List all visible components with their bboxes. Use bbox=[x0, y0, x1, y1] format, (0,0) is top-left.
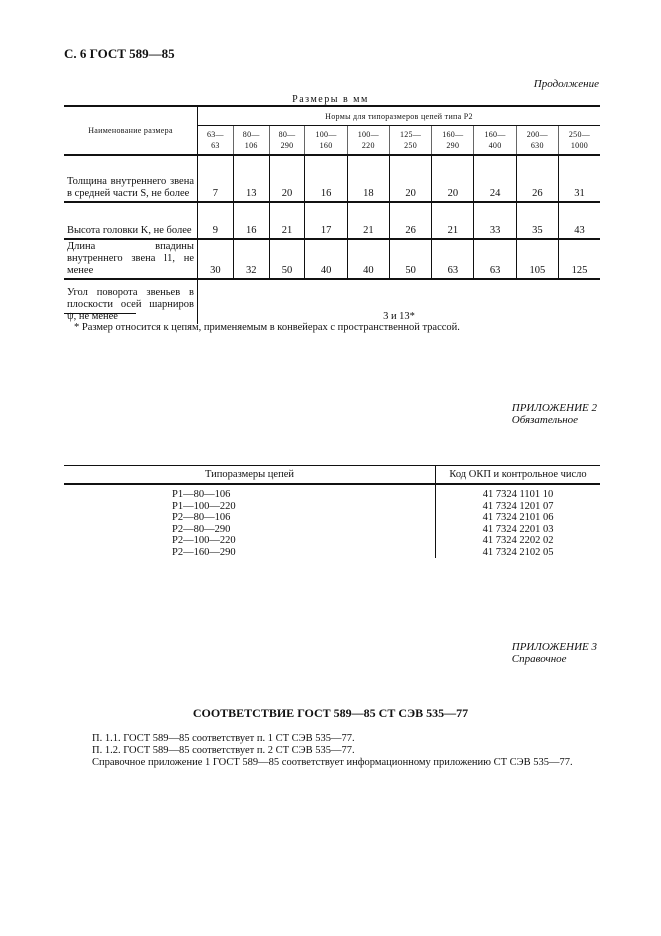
table-row bbox=[64, 155, 600, 202]
size-column-header bbox=[347, 126, 389, 156]
chain-size: Р2—100—220 bbox=[64, 535, 436, 547]
size-to: 290 bbox=[280, 141, 294, 150]
cell-value: 33 bbox=[474, 202, 516, 239]
table-row bbox=[64, 547, 600, 559]
size-to: 400 bbox=[488, 141, 502, 150]
size-to: 630 bbox=[530, 141, 544, 150]
table-row bbox=[64, 239, 600, 279]
size-from: 100— bbox=[315, 130, 337, 139]
table-row bbox=[64, 535, 600, 547]
section-title: СООТВЕТСТВИЕ ГОСТ 589—85 СТ СЭВ 535—77 bbox=[192, 706, 469, 720]
page-header: С. 6 ГОСТ 589—85 bbox=[64, 46, 175, 61]
cell-value: 3 и 13* bbox=[383, 311, 415, 322]
cell-value: 35 bbox=[516, 202, 558, 239]
table-row bbox=[64, 484, 600, 501]
cell-value: 16 bbox=[305, 155, 347, 202]
continuation-label: Продолжение bbox=[533, 78, 599, 90]
size-column-header bbox=[389, 126, 431, 156]
size-to: 250 bbox=[404, 141, 418, 150]
size-column-header bbox=[198, 126, 234, 156]
cell-value: 30 bbox=[198, 239, 234, 279]
size-from: 200— bbox=[526, 130, 548, 139]
cell-value: 43 bbox=[574, 225, 585, 236]
size-from: 160— bbox=[442, 130, 464, 139]
size-column-header bbox=[233, 126, 269, 156]
cell-value: 20 bbox=[432, 155, 474, 202]
okp-codes-table bbox=[64, 465, 600, 558]
size-from: 63— bbox=[206, 130, 224, 139]
okp-code: 41 7324 2202 02 bbox=[482, 535, 554, 546]
chain-size: Р2—160—290 bbox=[64, 547, 436, 559]
cell-value: 16 bbox=[233, 202, 269, 239]
table-row bbox=[64, 501, 600, 513]
size-from: 125— bbox=[399, 130, 422, 139]
size-to: 160 bbox=[319, 141, 333, 150]
table-row bbox=[64, 202, 600, 239]
size-to: 220 bbox=[361, 141, 375, 150]
name-header: Наименование размера bbox=[64, 106, 198, 155]
okp-code: 41 7324 2101 06 bbox=[482, 512, 554, 523]
size-from: 250— bbox=[568, 130, 591, 139]
cell-value: 105 bbox=[516, 239, 558, 279]
footnote: * Размер относится к цепям, применяемым в конвейерах с пространственной трассой. bbox=[74, 322, 460, 333]
appendix-3-heading bbox=[512, 641, 597, 665]
cell-value: 50 bbox=[269, 239, 305, 279]
cell-value: 20 bbox=[389, 155, 431, 202]
chain-size: Р2—80—106 bbox=[64, 512, 436, 524]
size-from: 80— bbox=[242, 130, 260, 139]
size-from: 80— bbox=[278, 130, 296, 139]
units-caption: Размеры в мм bbox=[292, 94, 369, 105]
okp-code: 41 7324 2201 03 bbox=[482, 523, 554, 535]
cell-value: 21 bbox=[432, 202, 474, 239]
chain-size: Р2—80—290 bbox=[64, 524, 436, 536]
okp-code: 41 7324 1101 10 bbox=[482, 489, 554, 500]
appendix-2-heading bbox=[512, 402, 597, 426]
size-from: 160— bbox=[484, 130, 506, 139]
size-from: 100— bbox=[357, 130, 379, 139]
cell-value: 26 bbox=[389, 202, 431, 239]
appendix-3-status: Справочное bbox=[511, 653, 567, 665]
size-to: 290 bbox=[446, 141, 460, 150]
cell-value: 63 bbox=[474, 239, 516, 279]
paragraph: Справочное приложение 1 ГОСТ 589—85 соответствует информационному приложению СТ СЭВ 535—77. bbox=[92, 757, 573, 768]
sizes-header: Типоразмеры цепей bbox=[64, 466, 436, 485]
cell-value: 31 bbox=[574, 188, 585, 199]
size-column-header bbox=[269, 126, 305, 156]
cell-value: 63 bbox=[432, 239, 474, 279]
table-row bbox=[64, 524, 600, 536]
group-header: Нормы для типоразмеров цепей типа Р2 bbox=[198, 106, 601, 126]
cell-value: 18 bbox=[347, 155, 389, 202]
row-name: Высота головки K, не более bbox=[64, 202, 198, 239]
cell-value: 13 bbox=[233, 155, 269, 202]
cell-value: 32 bbox=[233, 239, 269, 279]
okp-code: 41 7324 2102 05 bbox=[482, 546, 554, 558]
row-name: Толщина внутреннего звена в средней части S, не более bbox=[64, 155, 198, 202]
cell-value: 7 bbox=[198, 155, 234, 202]
paragraph: П. 1.2. ГОСТ 589—85 соответствует п. 2 СТ СЭВ 535—77. bbox=[92, 745, 355, 756]
code-header: Код ОКП и контрольное число bbox=[436, 466, 601, 485]
size-column-header bbox=[432, 126, 474, 156]
okp-code: 41 7324 1201 07 bbox=[482, 500, 554, 512]
cell-value: 9 bbox=[198, 202, 234, 239]
chain-size: Р1—80—106 bbox=[64, 484, 436, 501]
dimensions-table bbox=[64, 105, 600, 324]
table-row bbox=[64, 279, 600, 324]
footnote-divider bbox=[64, 313, 136, 314]
size-to: 63 bbox=[211, 141, 220, 150]
cell-value: 125 bbox=[571, 265, 588, 276]
size-column-header bbox=[558, 126, 600, 156]
cell-value: 40 bbox=[347, 239, 389, 279]
appendix-2-status: Обязательное bbox=[511, 414, 579, 426]
cell-value: 17 bbox=[305, 202, 347, 239]
cell-value: 24 bbox=[474, 155, 516, 202]
size-column-header bbox=[305, 126, 347, 156]
size-to: 1000 bbox=[570, 141, 589, 150]
table-row bbox=[64, 512, 600, 524]
cell-value: 26 bbox=[516, 155, 558, 202]
appendix-3-title: ПРИЛОЖЕНИЕ 3 bbox=[511, 641, 597, 653]
cell-value: 20 bbox=[269, 155, 305, 202]
cell-value: 50 bbox=[389, 239, 431, 279]
paragraph: П. 1.1. ГОСТ 589—85 соответствует п. 1 СТ СЭВ 535—77. bbox=[92, 733, 355, 744]
size-column-header bbox=[474, 126, 516, 156]
cell-value: 21 bbox=[269, 202, 305, 239]
size-column-header bbox=[516, 126, 558, 156]
appendix-2-title: ПРИЛОЖЕНИЕ 2 bbox=[511, 402, 597, 414]
size-to: 106 bbox=[244, 141, 258, 150]
row-name: Угол поворота звеньев в плоскости осей шарниров ψ, не менее bbox=[64, 279, 198, 324]
chain-size: Р1—100—220 bbox=[64, 501, 436, 513]
cell-value: 21 bbox=[347, 202, 389, 239]
cell-value: 40 bbox=[305, 239, 347, 279]
row-name: Длина впадины внутреннего звена l1, не менее bbox=[64, 239, 198, 279]
